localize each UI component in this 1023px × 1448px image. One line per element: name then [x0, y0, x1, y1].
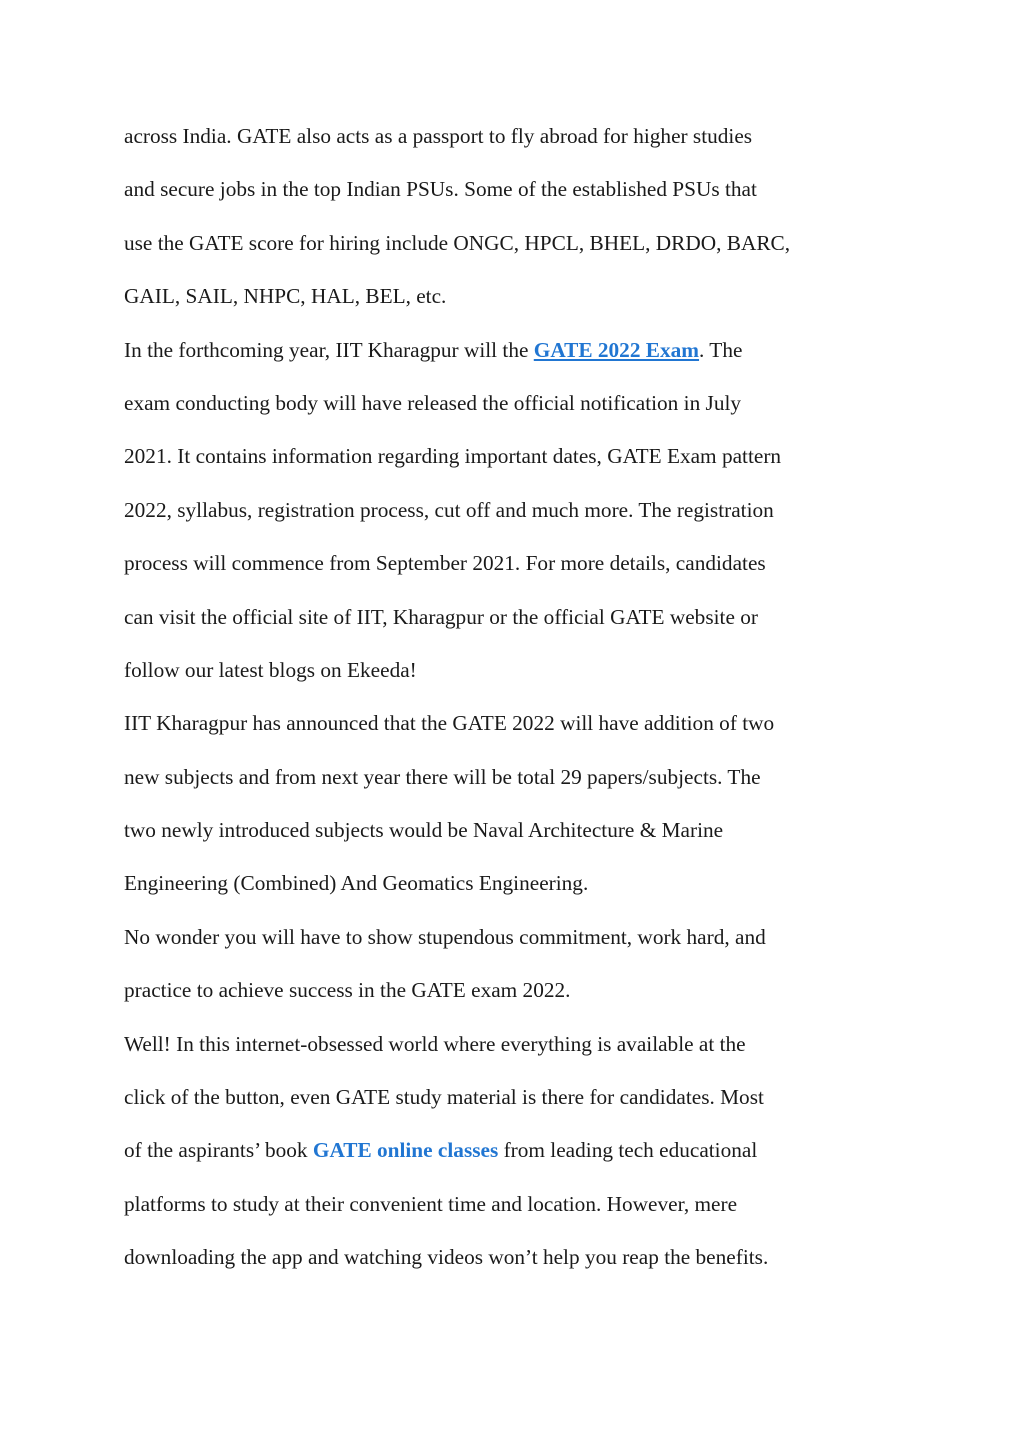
text-segment: In the forthcoming year, IIT Kharagpur will the [124, 337, 534, 362]
text-line: platforms to study at their convenient time and location. However, mere [124, 1191, 738, 1216]
gate-2022-exam-link[interactable]: GATE 2022 Exam [533, 337, 700, 362]
text-line: GAIL, SAIL, NHPC, HAL, BEL, etc. [124, 284, 447, 309]
text-line: use the GATE score for hiring include ONGC, HPCL, BHEL, DRDO, BARC, [124, 230, 791, 255]
text-segment: . The [699, 337, 743, 362]
text-line: new subjects and from next year there will be total 29 papers/subjects. The [124, 764, 761, 789]
text-line [124, 1124, 914, 1177]
text-line: exam conducting body will have released the official notification in July [124, 390, 742, 415]
text-line: process will commence from September 2021. For more details, candidates [124, 551, 766, 576]
text-line: follow our latest blogs on Ekeeda! [124, 657, 417, 682]
text-line [124, 324, 914, 377]
text-line: practice to achieve success in the GATE exam 2022. [124, 978, 571, 1003]
text-line: 2022, syllabus, registration process, cut off and much more. The registration [124, 497, 774, 522]
body-text [124, 110, 914, 1285]
text-line: Well! In this internet-obsessed world where everything is available at the [124, 1031, 746, 1056]
text-line: click of the button, even GATE study material is there for candidates. Most [124, 1085, 764, 1110]
text-line: downloading the app and watching videos won’t help you reap the benefits. [124, 1245, 769, 1270]
text-line: Engineering (Combined) And Geomatics Engineering. [124, 871, 589, 896]
text-line: IIT Kharagpur has announced that the GATE 2022 will have addition of two [124, 711, 775, 736]
text-segment: of the aspirants’ book [124, 1138, 313, 1163]
text-line: No wonder you will have to show stupendous commitment, work hard, and [124, 924, 766, 949]
gate-online-classes-link[interactable]: GATE online classes [312, 1138, 499, 1163]
text-line: can visit the official site of IIT, Kharagpur or the official GATE website or [124, 604, 758, 629]
text-line: and secure jobs in the top Indian PSUs. Some of the established PSUs that [124, 177, 757, 202]
text-line: two newly introduced subjects would be Naval Architecture & Marine [124, 818, 724, 843]
text-line: across India. GATE also acts as a passport to fly abroad for higher studies [124, 124, 753, 148]
text-line: 2021. It contains information regarding important dates, GATE Exam pattern [124, 444, 782, 469]
text-segment: from leading tech educational [498, 1138, 758, 1163]
